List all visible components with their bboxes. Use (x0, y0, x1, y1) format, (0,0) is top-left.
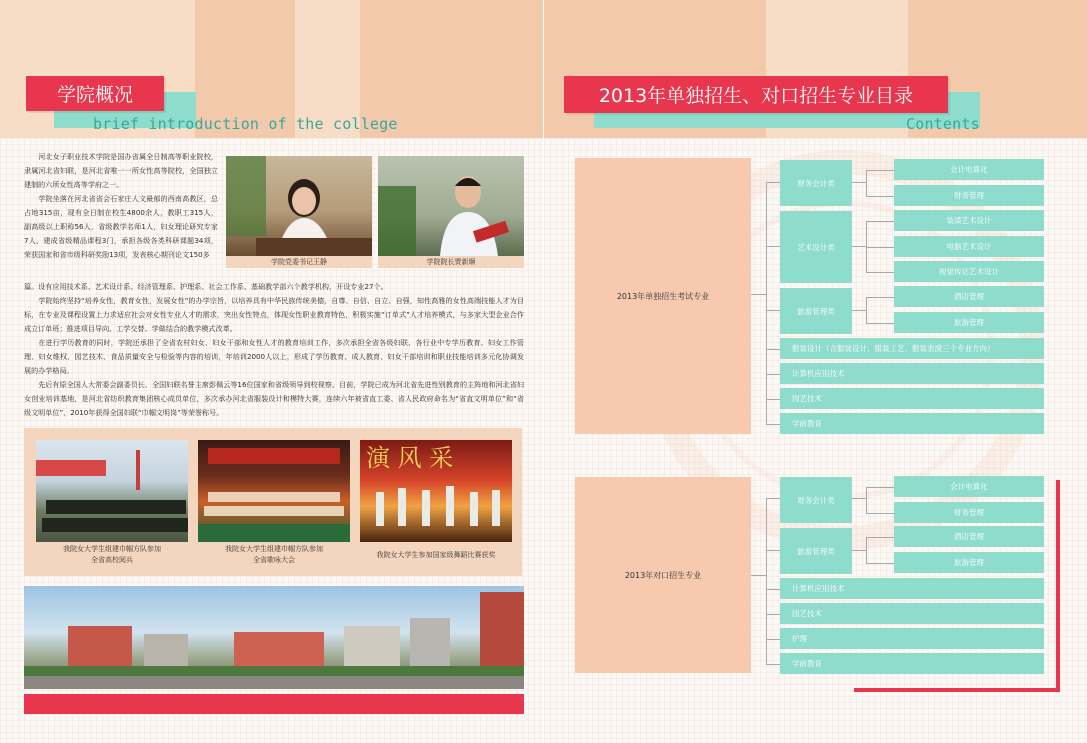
gallery-photo-parade (36, 440, 188, 542)
photo-president (378, 156, 524, 256)
major-item: 酒店管理 (894, 526, 1044, 547)
major-item: 酒店管理 (894, 286, 1044, 307)
gallery-photo-chorus (198, 440, 350, 542)
dance-illustration (360, 440, 512, 542)
decorative-red-frame (854, 688, 1060, 692)
photo-party-secretary (226, 156, 372, 256)
gallery-photo-dance (360, 440, 512, 542)
portrait-illustration (226, 156, 372, 256)
major-item: 装潢艺术设计 (894, 210, 1044, 231)
major-item: 服装设计（含服装设计、服装工艺、服装表演三个专业方向） (780, 338, 1044, 359)
major-item: 旅游管理 (894, 552, 1044, 573)
major-item: 园艺技术 (780, 388, 1044, 409)
intro-text-bottom (24, 280, 524, 420)
intro-paragraph: 篇。设有应用技术系、艺术设计系、经济管理系、护理系、社会工作系、基础教学部六个教学机构，开设专业27个。 (24, 282, 388, 291)
parade-illustration (36, 440, 188, 542)
svg-text:演 风 采: 演 风 采 (366, 444, 454, 472)
campus-panorama (24, 586, 524, 689)
major-item: 电脑艺术设计 (894, 236, 1044, 257)
major-item: 护理 (780, 628, 1044, 649)
intro-paragraph: 在进行学历教育的同时，学院还承担了全省农村妇女、妇女干部和女性人才的教育培训工作，多次承担全省各级妇联、各行业中专学历教育、妇女工作管理、妇女维权、园艺技术、食品质量安全与检验等内容的培训，年培训2000人以上，形成了学历教育、成人教育、妇女干部培训和职业技能培训多元化协调发展的办学格局。 (24, 338, 524, 375)
major-item: 学前教育 (780, 413, 1044, 434)
major-item: 财务管理 (894, 185, 1044, 206)
major-item: 财务管理 (894, 502, 1044, 523)
program-category-vocational: 2013年对口招生专业 (575, 477, 751, 673)
major-item: 园艺技术 (780, 603, 1044, 624)
major-group: 艺术设计类 (780, 211, 852, 283)
major-item: 计算机应用技术 (780, 578, 1044, 599)
chorus-illustration (198, 440, 350, 542)
page-subtitle: brief introduction of the college (93, 115, 398, 133)
page-subtitle: Contents (906, 115, 980, 133)
portrait-illustration (378, 156, 524, 256)
major-item: 视觉传达艺术设计 (894, 261, 1044, 282)
major-item: 会计电算化 (894, 159, 1044, 180)
photo-gallery (24, 428, 522, 576)
major-item: 计算机应用技术 (780, 363, 1044, 384)
campus-illustration (24, 586, 524, 689)
intro-paragraph: 学院始终坚持“培养女性，教育女性，发展女性”的办学宗旨，以培养具有中华民族传统美德，自尊、自信、自立、自强，知性高雅的女性高端技能人才为目标，在专业及课程设置上力求适应社会对女性专业人才的需求，突出女性特点，体现女性职业教育特色，积极实施“订单式”人才培养模式，与多家大型企业合作成立订单班；推进项目导向、工学交替、学做结合的教学模式改革。 (24, 296, 524, 333)
decorative-red-frame (1056, 480, 1060, 692)
major-item: 学前教育 (780, 653, 1044, 674)
major-item: 旅游管理 (894, 312, 1044, 333)
major-group: 财务会计类 (780, 477, 852, 523)
left-page (0, 0, 543, 743)
photo-caption: 学院院长贾新顺 (378, 256, 524, 268)
photo-caption: 学院党委书记王静 (226, 256, 372, 268)
intro-paragraph: 先后有原全国人大常委会副委员长、全国妇联名誉主席彭佩云等16位国家和省级领导到校视察。目前，学院已成为河北省先进性别教育的主阵地和河北省妇女创业培训基地，是河北省纺织教育集团核心成员单位，多次承办河北省服装设计和模特大赛，连续六年被省直工委、省人民政府命名为“省直文明单位”和“省级文明单位”，2010年获得全国妇联“巾帼文明岗”等荣誉称号。 (24, 380, 524, 417)
right-page (544, 0, 1087, 743)
gallery-caption: 我院女大学生组建巾帼方队参加全省歌咏大会 (225, 545, 323, 564)
major-item: 会计电算化 (894, 476, 1044, 497)
intro-paragraph: 学院坐落在河北省省会石家庄人文最郁的西南高教区，总占地315亩，现有全日制在校生4800余人，教职工315人，副高级以上职称56人，省级教学名师1人，妇女理论研究专家7人，建成省级精品课程3门，承担各级各类科研课题34项，荣获国家和省市级科研奖励13项，发表核心期刊论文150多 (24, 194, 218, 259)
major-group: 财务会计类 (780, 160, 852, 206)
intro-text-top (24, 150, 218, 262)
major-group: 旅游管理类 (780, 528, 852, 574)
page-title: 2013年单独招生、对口招生专业目录 (564, 76, 948, 113)
major-group: 旅游管理类 (780, 288, 852, 334)
page-title: 学院概况 (26, 76, 164, 111)
bottom-accent-bar (24, 694, 524, 714)
gallery-caption: 我院女大学生组建巾帼方队参加全省高校阅兵 (63, 545, 161, 564)
gallery-caption: 我院女大学生参加国家级舞蹈比赛获奖 (376, 551, 496, 559)
intro-paragraph: 河北女子职业技术学院是国办省属全日制高等职业院校，隶属河北省妇联，是河北省唯一一所女性高等院校，全国独立建制的六所女性高等学府之一。 (24, 152, 218, 189)
program-category-independent: 2013年单独招生考试专业 (575, 158, 751, 434)
